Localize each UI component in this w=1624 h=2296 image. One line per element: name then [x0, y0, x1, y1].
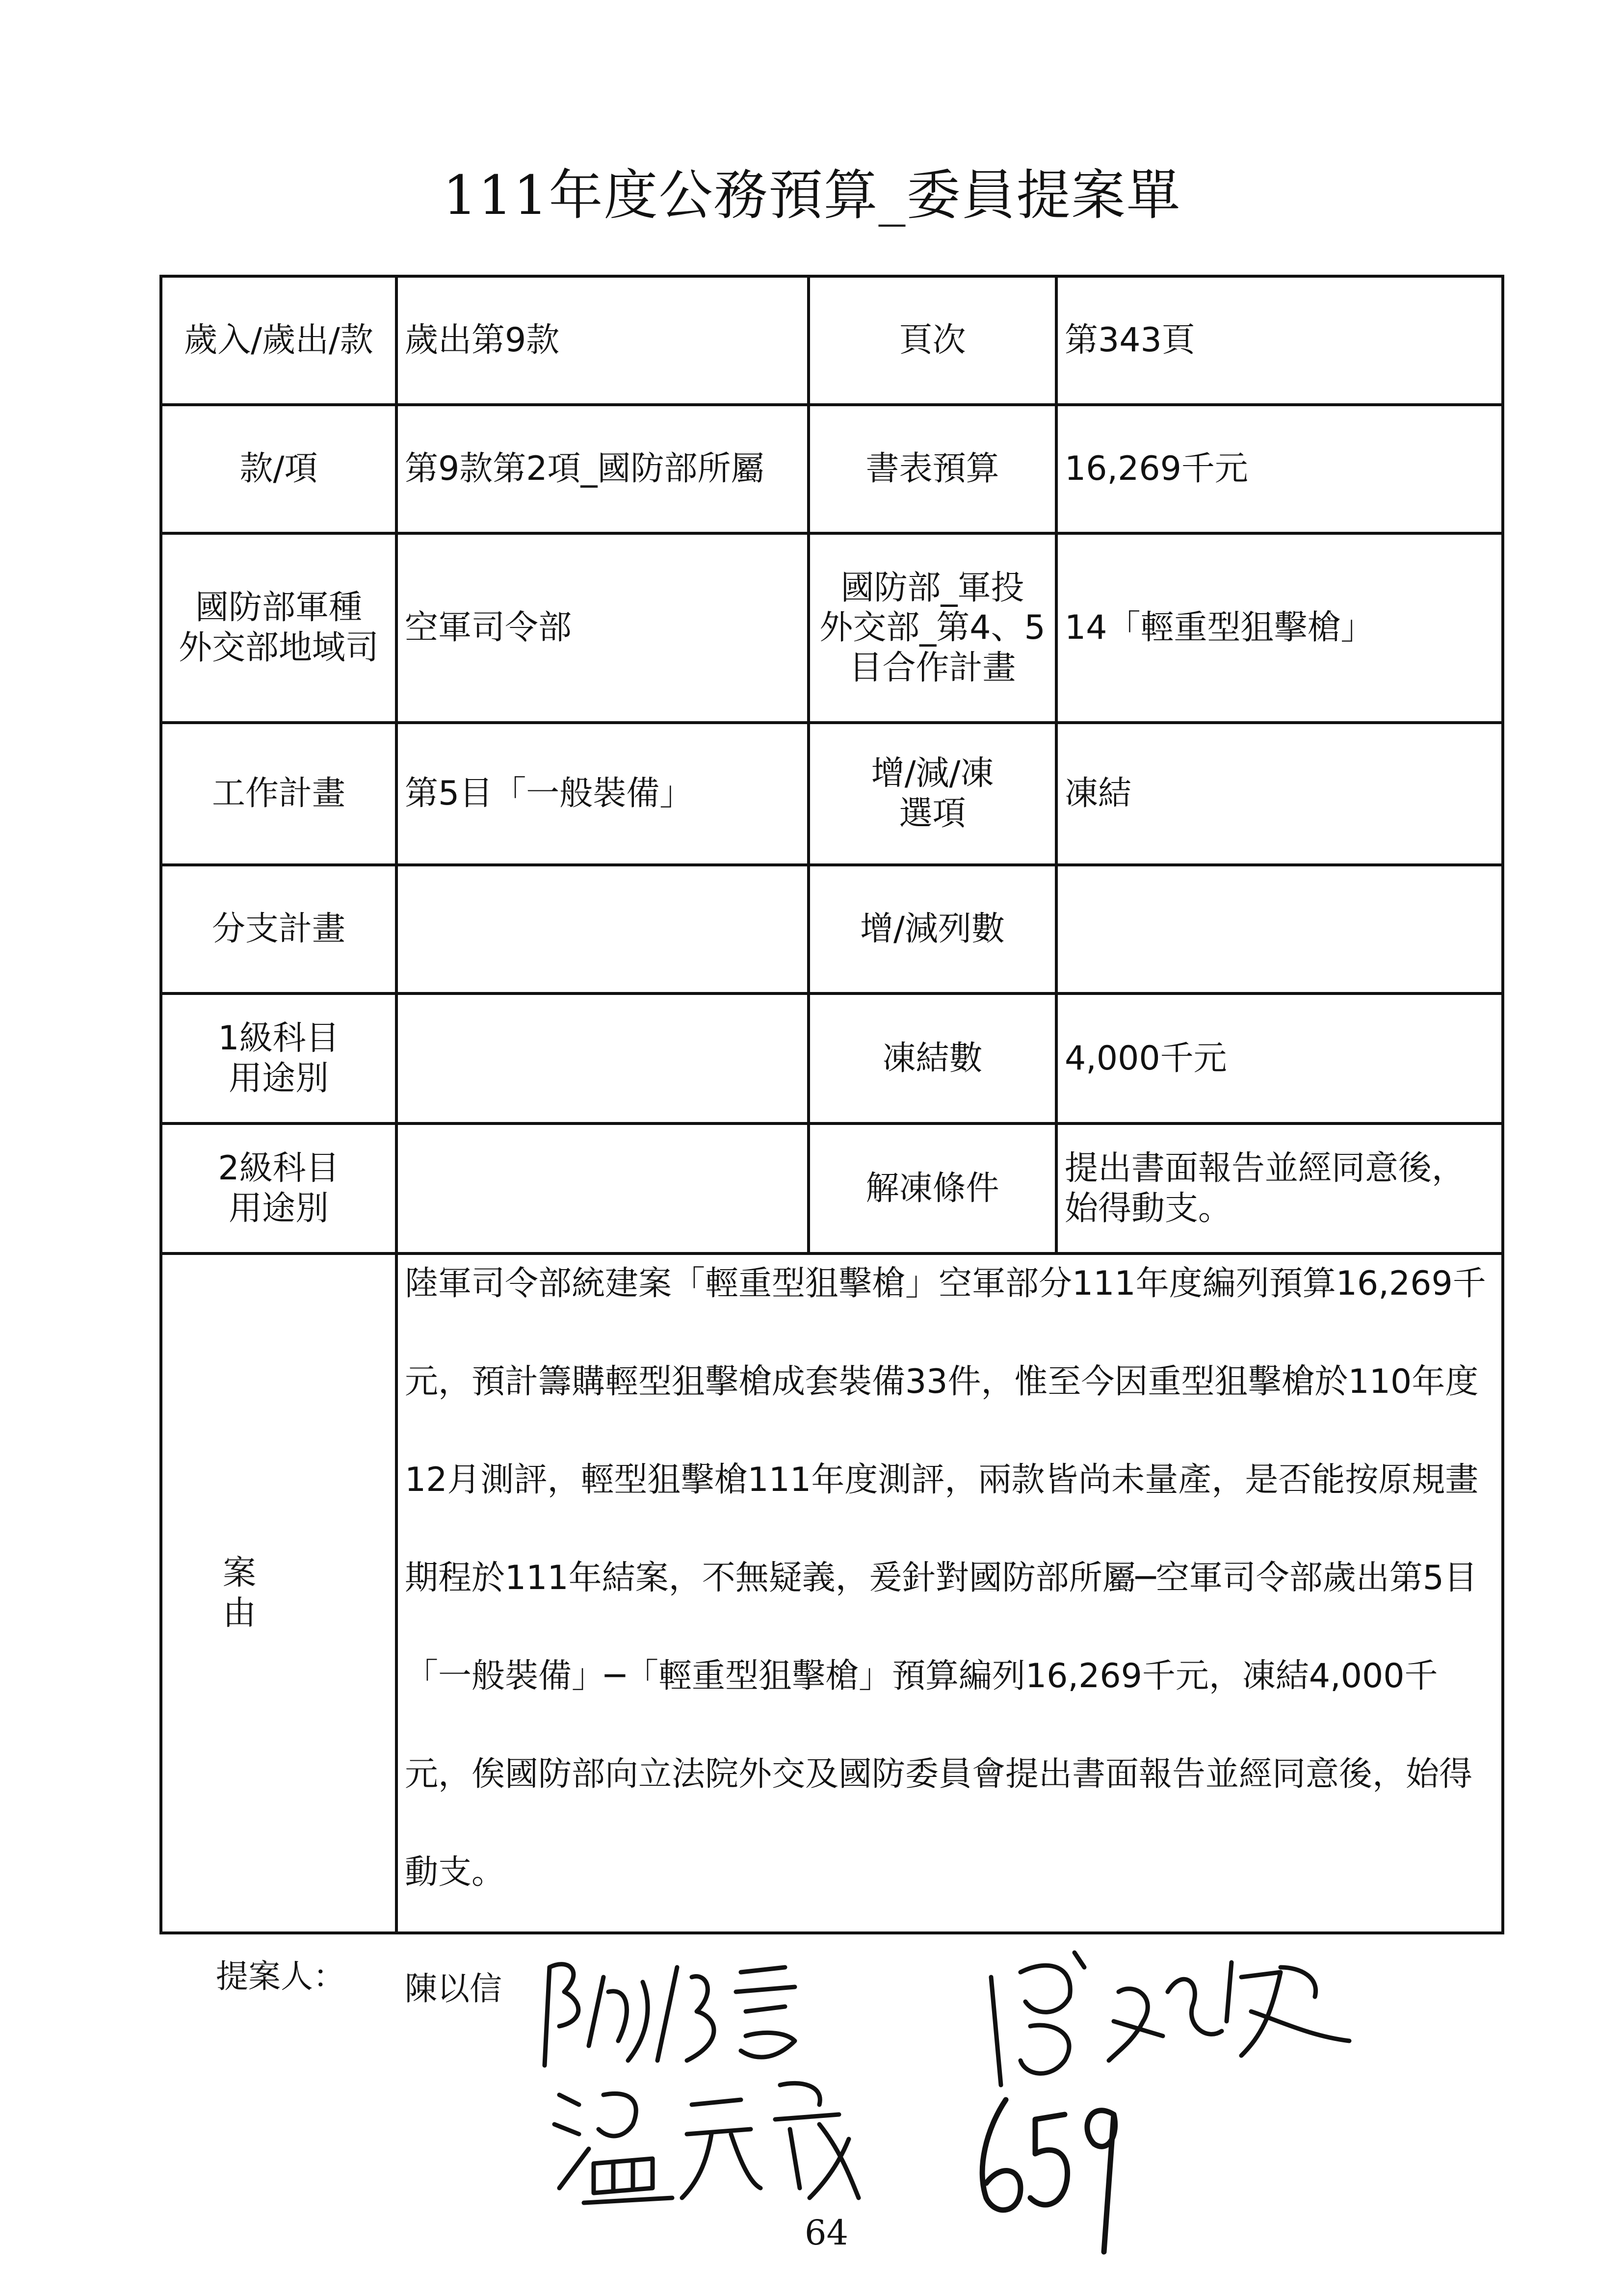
- label-branch-line1: 國防部軍種: [195, 588, 362, 627]
- value-level1-subject: [396, 993, 809, 1123]
- label-level1-subject-line1: 1級科目: [218, 1018, 340, 1058]
- label-cooperation-plan-line3: 目合作計畫: [849, 648, 1016, 687]
- label-cooperation-plan: [809, 533, 1056, 723]
- label-adjust-option-line1: 增/減/凍: [871, 754, 994, 793]
- label-branch: [161, 533, 396, 723]
- value-section-item: 第9款第2項_國防部所屬: [396, 405, 809, 533]
- proposal-form-table: [159, 275, 1504, 1934]
- form-row-work-plan: [161, 723, 1503, 865]
- label-page-number: 頁次: [809, 276, 1056, 405]
- label-level1-subject-line2: 用途別: [228, 1059, 329, 1098]
- value-adjust-amount: [1056, 865, 1503, 993]
- label-reason: 案由: [161, 1253, 396, 1933]
- label-adjust-option: [809, 723, 1056, 865]
- value-branch-plan: [396, 865, 809, 993]
- value-budget-statement: 16,269千元: [1056, 405, 1503, 533]
- label-branch-line2: 外交部地域司: [178, 628, 379, 667]
- proposer-label: 提案人：: [216, 1957, 345, 1995]
- label-frozen-amount: 凍結數: [809, 993, 1056, 1123]
- label-level2-subject-line2: 用途別: [228, 1189, 329, 1228]
- label-work-plan: 工作計畫: [161, 723, 396, 865]
- value-work-plan: 第5目「一般裝備」: [396, 723, 809, 865]
- label-branch-plan: 分支計畫: [161, 865, 396, 993]
- value-page-number: 第343頁: [1056, 276, 1503, 405]
- label-cooperation-plan-line2: 外交部_第4、5: [819, 608, 1046, 648]
- label-adjust-option-line2: 選項: [899, 794, 966, 833]
- value-frozen-amount: 4,000千元: [1056, 993, 1503, 1123]
- form-row-level2-subject: [161, 1123, 1503, 1253]
- reason-text: 陸軍司令部統建案「輕重型狙擊槍」空軍部分111年度編列預算16,269千元，預計籌購輕型狙擊槍成套裝備33件，惟至今因重型狙擊槍於110年度12月測評，輕型狙擊槍111年度測評，兩款皆尚未量產，是否能按原規畫期程於111年結案，不無疑義，爰針對國防部所屬─空軍司令部歲出第5目「一般裝備」─「輕重型狙擊槍」預算編列16,269千元，凍結4,000千元，俟國防部向立法院外交及國防委員會提出書面報告並經同意後，始得動支。: [405, 1264, 1486, 1892]
- form-row-section-item: [161, 405, 1503, 533]
- form-row-level1-subject: [161, 993, 1503, 1123]
- label-unfreeze-condition: 解凍條件: [809, 1123, 1056, 1253]
- value-branch: 空軍司令部: [396, 533, 809, 723]
- label-section-item: 款/項: [161, 405, 396, 533]
- form-row-branch-plan: [161, 865, 1503, 993]
- value-unfreeze-condition: [1056, 1123, 1503, 1253]
- form-row-revenue-expense: [161, 276, 1503, 405]
- label-level1-subject: [161, 993, 396, 1123]
- label-level2-subject-line1: 2級科目: [218, 1148, 340, 1188]
- proposer-name: 陳以信: [405, 1970, 502, 2008]
- signature-chen-yixin: [530, 1948, 864, 2075]
- label-budget-statement: 書表預算: [809, 405, 1056, 533]
- value-adjust-option: 凍結: [1056, 723, 1503, 865]
- signature-number-659: [967, 2070, 1128, 2257]
- form-row-reason: [161, 1253, 1503, 1933]
- label-revenue-expense: 歲入/歲出/款: [161, 276, 396, 405]
- value-level2-subject: [396, 1123, 809, 1253]
- reason-cell: [396, 1253, 1503, 1933]
- label-adjust-amount: 增/減列數: [809, 865, 1056, 993]
- signature-wen-yuxia: [545, 2065, 868, 2213]
- label-level2-subject: [161, 1123, 396, 1253]
- page-title: 111年度公務預算_委員提案單: [443, 164, 1181, 227]
- value-unfreeze-condition-line1: 提出書面報告並經同意後，: [1065, 1148, 1466, 1188]
- value-revenue-expense: 歲出第9款: [396, 276, 809, 405]
- form-row-branch: [161, 533, 1503, 723]
- value-unfreeze-condition-line2: 始得動支。: [1065, 1189, 1232, 1228]
- value-cooperation-plan: 14「輕重型狙擊槍」: [1056, 533, 1503, 723]
- label-cooperation-plan-line1: 國防部_軍投: [840, 568, 1024, 607]
- page-number: 64: [805, 2213, 849, 2253]
